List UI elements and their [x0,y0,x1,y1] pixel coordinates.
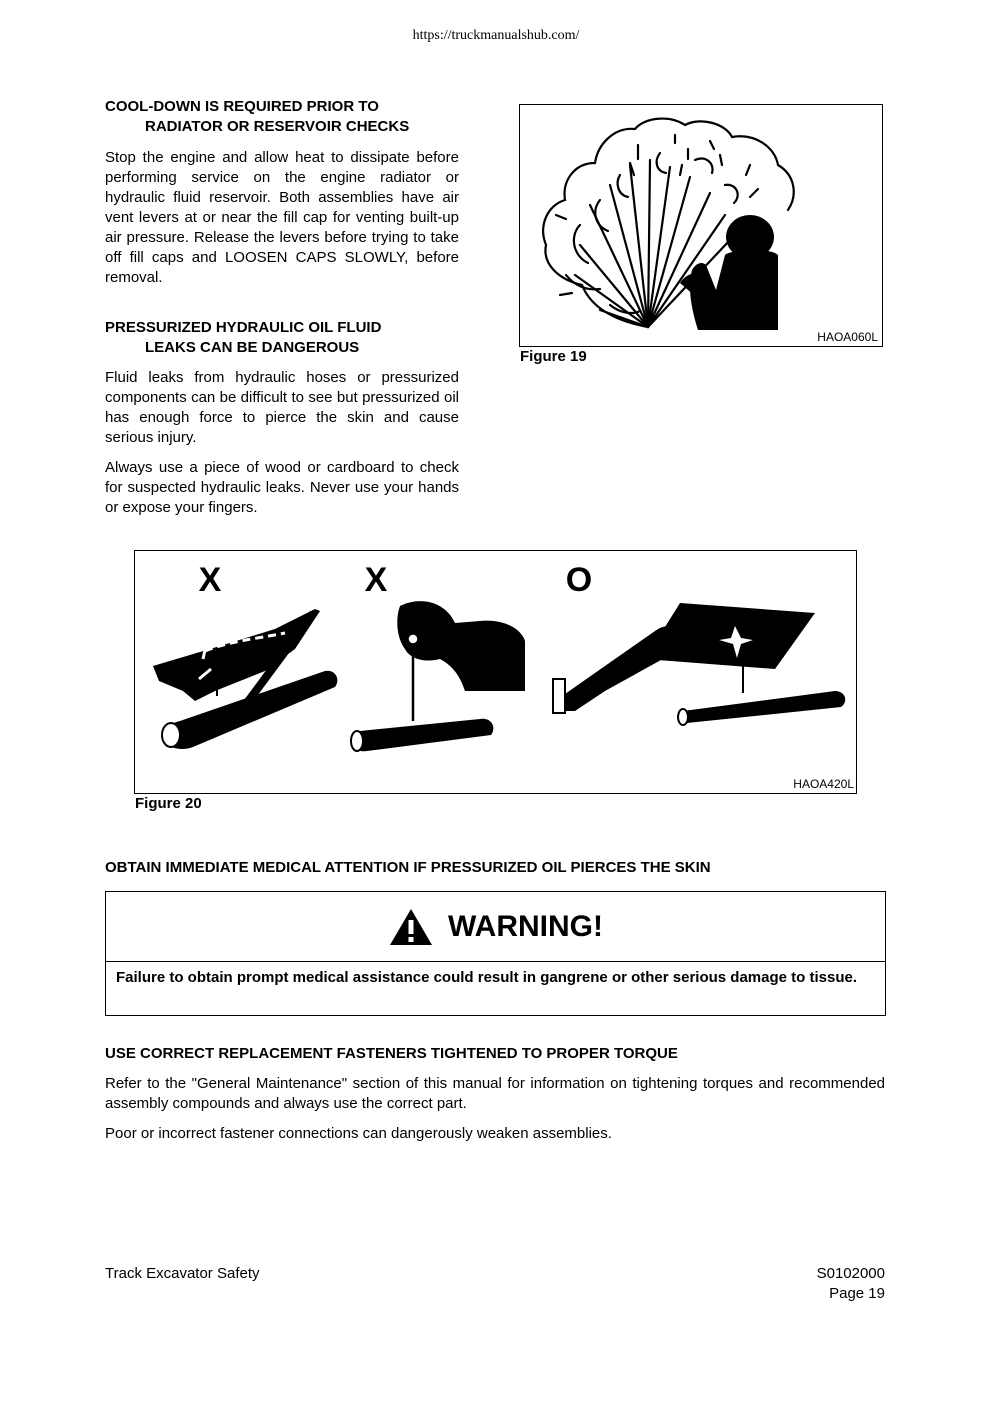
fasteners-heading: USE CORRECT REPLACEMENT FASTENERS TIGHTENED TO PROPER TORQUE [105,1045,678,1062]
footer-doc-number: S0102000 [816,1265,885,1282]
correct-mark: O [565,561,593,599]
fasteners-paragraph-2: Poor or incorrect fastener connections can dangerously weaken assemblies. [105,1125,612,1142]
cooldown-heading [105,97,465,137]
medical-attention-heading: OBTAIN IMMEDIATE MEDICAL ATTENTION IF PRESSURIZED OIL PIERCES THE SKIN [105,859,711,876]
hydraulic-leak-heading [105,318,465,358]
hydraulic-leak-paragraph-2: Always use a piece of wood or cardboard to check for suspected hydraulic leaks. Never use your hands or expose your fingers. [105,459,459,516]
figure-20-illustration [134,550,857,794]
footer-page-number: Page 19 [829,1285,885,1302]
figure-20-code: HAOA420L [793,777,854,791]
figure-19-caption: Figure 19 [520,348,587,365]
hydraulic-leak-heading-line1: PRESSURIZED HYDRAULIC OIL FLUID [105,319,382,336]
figure-19-code: HAOA060L [817,330,878,344]
fasteners-paragraph-1: Refer to the "General Maintenance" section of this manual for information on tightening torques and recommended assembly compounds and always use the correct part. [105,1075,885,1112]
cardboard-check-icon [553,603,845,725]
figure-20-caption: Figure 20 [135,795,202,812]
footer-title: Track Excavator Safety [105,1265,260,1282]
steam-burst-illustration [520,105,882,346]
face-near-leak-icon [351,601,525,751]
cooldown-heading-line2: RADIATOR OR RESERVOIR CHECKS [145,118,410,135]
hand-over-leak-icon [153,609,337,749]
wrong-mark-2: X [364,561,388,599]
cooldown-paragraph: Stop the engine and allow heat to dissipate before performing service on the engine radiator or hydraulic fluid reservoir. Both assemblies have air vent levers at or near the fill cap for venting built-up air pressure. Release the levers before trying to take off fill caps and LOOSEN CAPS SLOWLY, before removal. [105,149,459,286]
figure-19-illustration [519,104,883,347]
warning-title: WARNING! [448,909,603,943]
hydraulic-leak-paragraph-1: Fluid leaks from hydraulic hoses or pressurized components can be difficult to see but pressurized oil has enough force to pierce the skin and cause serious injury. [105,369,459,446]
wrong-mark-1: X [198,561,222,599]
cooldown-heading-line1: COOL-DOWN IS REQUIRED PRIOR TO [105,98,379,115]
warning-text: Failure to obtain prompt medical assistance could result in gangrene or other serious damage to tissue. [116,969,857,986]
leak-check-illustration [135,551,856,793]
source-url[interactable]: https://truckmanualshub.com/ [412,28,580,43]
warning-header [106,892,885,962]
warning-triangle-icon [388,907,434,947]
warning-box [105,891,886,1016]
hydraulic-leak-heading-line2: LEAKS CAN BE DANGEROUS [145,339,360,356]
